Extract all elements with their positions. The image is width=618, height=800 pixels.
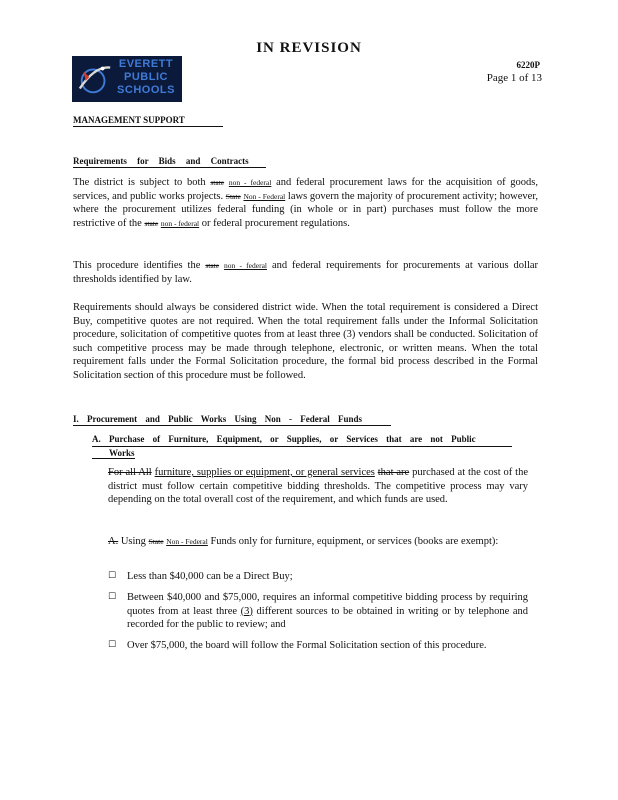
paragraph-3: Requirements should always be considered district wide. When the total requirement is considered a Direct Buy, competitive quotes are not required. When the total requirement falls under the Informal Solicitation procedure, solicitation of competitive quotes from at least three (3) vendors shall be conducted. Solicitation of such competitive process may be made through telephone, electronic, or written means. When the total requirement falls under the Formal Solicitation procedure, the formal bid process described in the Formal Solicitation section of this procedure must be followed. [73, 302, 538, 381]
paragraph-2: This procedure identifies the state non - federal and federal requirements for procurements at various dollar thresholds identified by law. [73, 260, 539, 285]
everett-public-schools-logo [72, 56, 182, 102]
section-label: MANAGEMENT SUPPORT [73, 115, 223, 127]
paragraph-a2: A. Using State Non - Federal Funds only for furniture, equipment, or services (books are exempt): [108, 536, 499, 547]
list-item: ☐ Over $75,000, the board will follow the Formal Solicitation section of this procedure. [108, 640, 487, 651]
paragraph-a1: For all All furniture, supplies or equipment, or general services that are purchased at the cost of the district must follow certain competitive bidding thresholds. The competitive process may vary depending on the total overall cost of the requirement, and which funds are used. [108, 467, 528, 505]
requirements-heading: Requirements for Bids and Contracts [73, 156, 266, 168]
list-item: ☐ Between $40,000 and $75,000, requires an informal competitive bidding process by requiring quotes from at least three (3) different sources to be obtained in writing or by telephone and recorded for the public to review; and [108, 592, 528, 630]
bullet-box-icon: ☐ [108, 640, 117, 650]
logo-wordmark: EVERETT PUBLIC SCHOOLS [117, 58, 175, 96]
page-number: Page 1 of 13 [486, 72, 542, 84]
bullet-box-icon: ☐ [108, 592, 117, 602]
list-item: ☐ Less than $40,000 can be a Direct Buy; [108, 571, 293, 582]
policy-number: 6220P [516, 60, 540, 70]
section-a-heading: A. Purchase of Furniture, Equipment, or Supplies, or Services that are not Public Works [92, 433, 512, 460]
page-title: IN REVISION [256, 40, 362, 56]
globe-swoosh-icon [76, 60, 114, 98]
bullet-box-icon: ☐ [108, 571, 117, 581]
paragraph-1: The district is subject to both state non - federal and federal procurement laws for the acquisition of goods, services, and public works projects. State Non - Federal laws govern the majority of procurement activity; however, where the procurement utilizes federal funding (in whole or in part) purchases must follow the more restrictive of the state non - federal or federal procurement regulations. [73, 177, 539, 229]
section-1-heading: I. Procurement and Public Works Using Non - Federal Funds [73, 414, 391, 426]
